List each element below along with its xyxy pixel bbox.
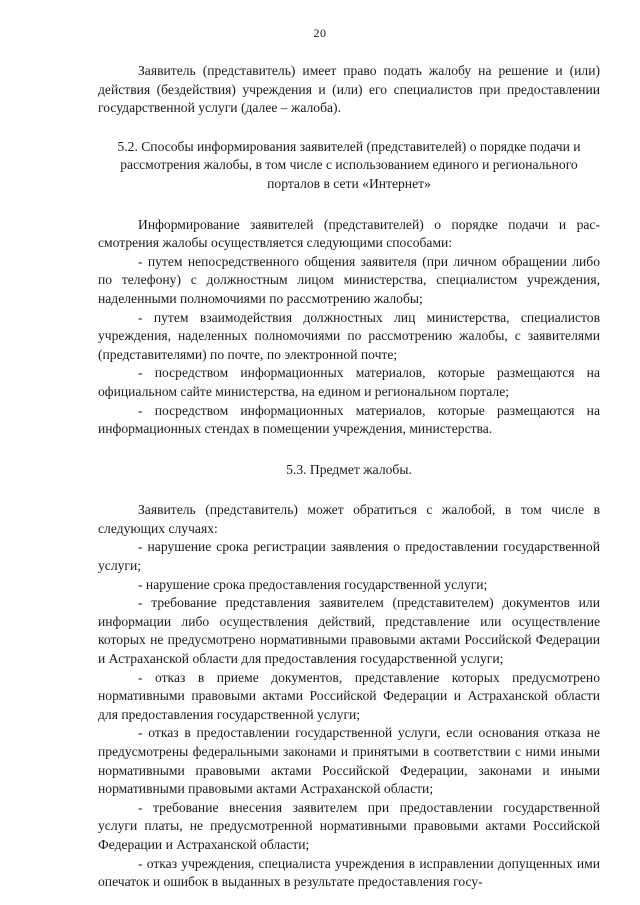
section-5-2-heading: 5.2. Способы информирования заявителей (представителей) о порядке подачи и рассмотрения жалобы, в том числе с использованием единого и регионального порталов в сети «Интернет» — [117, 138, 581, 191]
spacer — [98, 194, 600, 216]
list-item: - нарушение срока регистрации заявления о предоставлении государственной услуги; — [98, 539, 600, 574]
section-5-2-lead: Информирование заявителей (представителей) о порядке подачи и рассмотрения жалобы осуществляется следующими способами: — [98, 216, 600, 251]
list-item: - путем непосредственного общения заявителя (при личном обращении либо по телефону) с должностным лицом министерства, специалистом учреждения, наделенными полномочиями по рассмотрению жалобы; — [98, 253, 600, 306]
list-item: - отказ в предоставлении государственной услуги, если основания отказа не предусмотрены федеральными законами и принятыми в соответствии с ними иными нормативными правовыми актами Российской Федерации, законами и иными нормативными правовыми актами Астраханской области; — [98, 725, 600, 797]
list-item: - посредством информационных материалов, которые размещаются на информационных стендах в помещении учреждения, министерства. — [98, 402, 600, 437]
spacer — [98, 439, 600, 461]
intro-paragraph: Заявитель (представитель) имеет право подать жалобу на решение и (или) действия (бездействия) учреждения и (или) его специалистов при предоставлении государственной услуги (далее – жалоба). — [98, 63, 600, 116]
spacer — [98, 479, 600, 501]
list-item: - требование внесения заявителем при предоставлении государственной услуги платы, не предусмотренной нормативными правовыми актами Российской Федерации и Астраханской области; — [98, 799, 600, 852]
list-item: - отказ учреждения, специалиста учреждения в исправлении допущенных ими опечаток и ошибок в выданных в результате предоставления госу- — [98, 855, 600, 890]
list-item: - нарушение срока предоставления государственной услуги; — [138, 576, 488, 592]
spacer — [98, 118, 600, 138]
section-5-3-heading: 5.3. Предмет жалобы. — [286, 461, 412, 477]
document-body — [98, 62, 600, 892]
list-item: - отказ в приеме документов, представление которых предусмотрено нормативными правовыми актами Российской Федерации и Астраханской области для предоставления государственной услуги; — [98, 669, 600, 722]
section-5-3-lead: Заявитель (представитель) может обратиться с жалобой, в том числе в следующих случаях: — [98, 502, 600, 536]
list-item: - требование представления заявителем (представителем) документов или информации либо осуществления действий, представление или осуществление которых не предусмотрено нормативными правовыми актами Российской Федерации и Астраханской области для предоставления государственной услуги; — [98, 595, 600, 667]
page-number: 20 — [313, 26, 327, 40]
list-item: - путем взаимодействия должностных лиц министерства, специалистов учреждения, наделенных полномочиями по рассмотрению жалобы, с заявителями (представителями) по почте, по электронной почте; — [98, 309, 600, 362]
list-item: - посредством информационных материалов, которые размещаются на официальном сайте министерства, на едином и региональном портале; — [98, 365, 600, 399]
